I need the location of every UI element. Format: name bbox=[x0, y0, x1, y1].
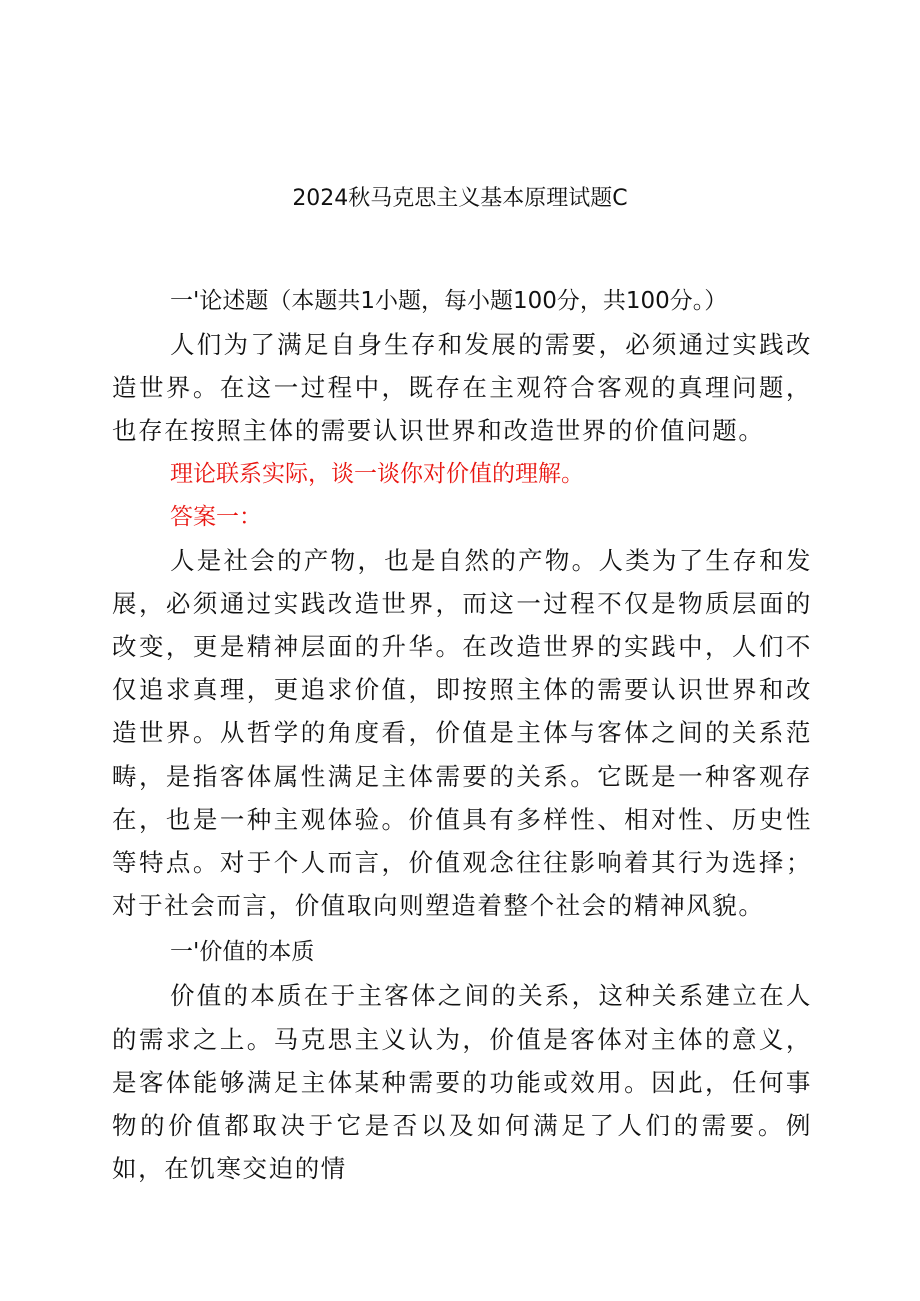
answer-label: 答案一： bbox=[170, 503, 262, 530]
subsection-paragraph: 价值的本质在于主客体之间的关系，这种关系建立在人的需求之上。马克思主义认为，价值是客体对主体的意义，是客体能够满足主体某种需要的功能或效用。因此，任何事物的价值都取决于它是否以及如何满足了人们的需要。例如，在饥寒交迫的情 bbox=[112, 981, 812, 1184]
question-prompt: 理论联系实际，谈一谈你对价值的理解。 bbox=[170, 460, 584, 487]
subsection-heading: 一'价值的本质 bbox=[170, 939, 315, 966]
document-title: 2024秋马克思主义基本原理试题C bbox=[292, 186, 628, 211]
document-body bbox=[112, 280, 812, 1190]
section-heading: 一'论述题（本题共1小题，每小题100分，共100分。） bbox=[170, 288, 728, 314]
question-text: 人们为了满足自身生存和发展的需要，必须通过实践改造世界。在这一过程中，既存在主观符合客观的真理问题，也存在按照主体的需要认识世界和改造世界的价值问题。 bbox=[112, 330, 812, 446]
answer-paragraph: 人是社会的产物，也是自然的产物。人类为了生存和发展，必须通过实践改造世界，而这一过程不仅是物质层面的改变，更是精神层面的升华。在改造世界的实践中，人们不仅追求真理，更追求价值，即按照主体的需要认识世界和改造世界。从哲学的角度看，价值是主体与客体之间的关系范畴，是指客体属性满足主体需要的关系。它既是一种客观存在，也是一种主观体验。价值具有多样性、相对性、历史性等特点。对于个人而言，价值观念往往影响着其行为选择；对于社会而言，价值取向则塑造着整个社会的精神风貌。 bbox=[112, 545, 812, 921]
